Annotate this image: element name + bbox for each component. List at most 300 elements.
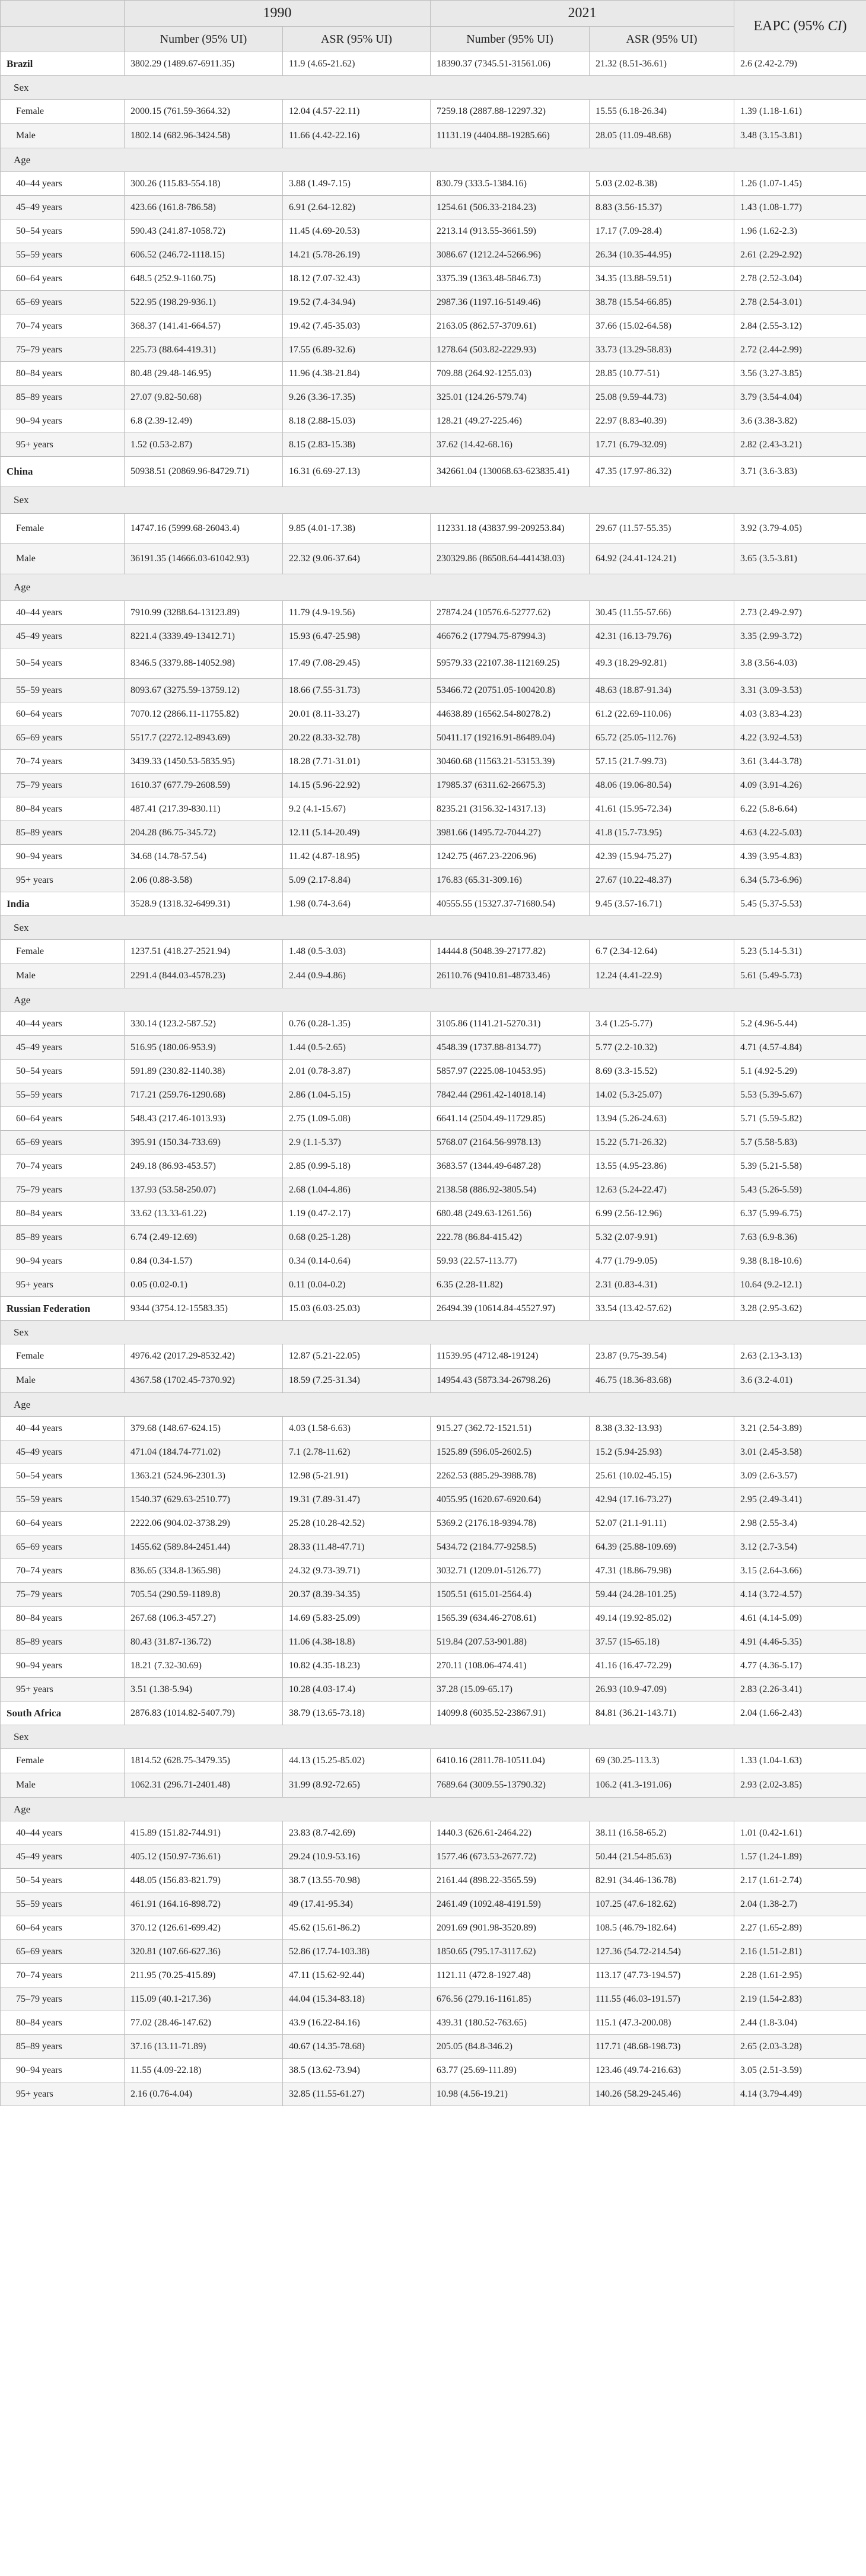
cell-asr-1990: 20.37 (8.39-34.35) xyxy=(283,1583,431,1607)
table-row xyxy=(1,648,866,679)
cell-asr-1990: 1.19 (0.47-2.17) xyxy=(283,1202,431,1226)
row-label: 45–49 years xyxy=(1,1440,125,1464)
cell-asr-2021: 17.17 (7.09-28.4) xyxy=(590,220,734,243)
row-label: 85–89 years xyxy=(1,386,125,409)
cell-asr-2021: 69 (30.25-113.3) xyxy=(590,1749,734,1773)
header-corner-2 xyxy=(1,27,125,52)
cell-number-2021: 1505.51 (615.01-2564.4) xyxy=(431,1583,590,1607)
group-header-age xyxy=(1,1798,866,1821)
group-header-age xyxy=(1,148,866,172)
cell-number-2021: 112331.18 (43837.99-209253.84) xyxy=(431,514,590,544)
cell-eapc: 2.63 (2.13-3.13) xyxy=(734,1344,866,1369)
cell-asr-1990: 11.96 (4.38-21.84) xyxy=(283,362,431,386)
row-label: 60–64 years xyxy=(1,1107,125,1131)
cell-number-2021: 270.11 (108.06-474.41) xyxy=(431,1654,590,1678)
row-label: 45–49 years xyxy=(1,1845,125,1869)
cell-number-2021: 4055.95 (1620.67-6920.64) xyxy=(431,1488,590,1512)
cell-asr-2021: 30.45 (11.55-57.66) xyxy=(590,601,734,625)
cell-eapc: 9.38 (8.18-10.6) xyxy=(734,1249,866,1273)
cell-number-1990: 705.54 (290.59-1189.8) xyxy=(125,1583,283,1607)
cell-number-2021: 1850.65 (795.17-3117.62) xyxy=(431,1940,590,1964)
cell-asr-1990: 22.32 (9.06-37.64) xyxy=(283,544,431,574)
cell-asr-1990: 12.11 (5.14-20.49) xyxy=(283,821,431,845)
cell-asr-2021: 42.31 (16.13-79.76) xyxy=(590,625,734,648)
table-row xyxy=(1,1107,866,1131)
row-label: Male xyxy=(1,964,125,988)
cell-asr-2021: 25.08 (9.59-44.73) xyxy=(590,386,734,409)
cell-eapc: 3.92 (3.79-4.05) xyxy=(734,514,866,544)
cell-number-1990: 516.95 (180.06-953.9) xyxy=(125,1036,283,1060)
table-row xyxy=(1,1869,866,1893)
cell-number-2021: 1577.46 (673.53-2677.72) xyxy=(431,1845,590,1869)
cell-asr-1990: 12.04 (4.57-22.11) xyxy=(283,100,431,124)
table-row xyxy=(1,1178,866,1202)
group-header-sex xyxy=(1,487,866,514)
cell-eapc: 2.17 (1.61-2.74) xyxy=(734,1869,866,1893)
cell-number-1990: 6.74 (2.49-12.69) xyxy=(125,1226,283,1249)
cell-asr-2021: 27.67 (10.22-48.37) xyxy=(590,869,734,892)
group-label: Sex xyxy=(1,76,866,100)
cell-number-2021: 709.88 (264.92-1255.03) xyxy=(431,362,590,386)
row-label: 50–54 years xyxy=(1,1060,125,1083)
header-row-years xyxy=(1,1,866,27)
table-row xyxy=(1,1249,866,1273)
cell-eapc: 5.1 (4.92-5.29) xyxy=(734,1060,866,1083)
cell-number-1990: 14747.16 (5999.68-26043.4) xyxy=(125,514,283,544)
row-label: 60–64 years xyxy=(1,1916,125,1940)
table-row xyxy=(1,1417,866,1440)
cell-asr-2021: 123.46 (49.74-216.63) xyxy=(590,2059,734,2082)
cell-number-2021: 3086.67 (1212.24-5266.96) xyxy=(431,243,590,267)
cell-asr-2021: 42.39 (15.94-75.27) xyxy=(590,845,734,869)
cell-number-2021: 676.56 (279.16-1161.85) xyxy=(431,1987,590,2011)
cell-number-2021: 26494.39 (10614.84-45527.97) xyxy=(431,1297,590,1321)
cell-asr-1990: 38.79 (13.65-73.18) xyxy=(283,1702,431,1725)
row-label: Female xyxy=(1,1749,125,1773)
cell-eapc: 4.14 (3.72-4.57) xyxy=(734,1583,866,1607)
row-label: 70–74 years xyxy=(1,1559,125,1583)
cell-eapc: 4.91 (4.46-5.35) xyxy=(734,1630,866,1654)
row-label: 40–44 years xyxy=(1,1012,125,1036)
cell-asr-1990: 15.93 (6.47-25.98) xyxy=(283,625,431,648)
row-label: 90–94 years xyxy=(1,845,125,869)
cell-number-1990: 548.43 (217.46-1013.93) xyxy=(125,1107,283,1131)
cell-asr-2021: 5.03 (2.02-8.38) xyxy=(590,172,734,196)
cell-eapc: 10.64 (9.2-12.1) xyxy=(734,1273,866,1297)
table-row xyxy=(1,1155,866,1178)
cell-number-2021: 30460.68 (11563.21-53153.39) xyxy=(431,750,590,774)
cell-asr-2021: 13.55 (4.95-23.86) xyxy=(590,1155,734,1178)
row-label: 70–74 years xyxy=(1,1155,125,1178)
table-row xyxy=(1,1630,866,1654)
cell-asr-1990: 19.42 (7.45-35.03) xyxy=(283,314,431,338)
table-row xyxy=(1,1012,866,1036)
cell-asr-2021: 26.93 (10.9-47.09) xyxy=(590,1678,734,1702)
country-row xyxy=(1,52,866,76)
table-row xyxy=(1,1749,866,1773)
row-label: Male xyxy=(1,544,125,574)
cell-asr-2021: 26.34 (10.35-44.95) xyxy=(590,243,734,267)
table-row xyxy=(1,1654,866,1678)
cell-number-1990: 1.52 (0.53-2.87) xyxy=(125,433,283,457)
group-label: Sex xyxy=(1,916,866,940)
cell-number-1990: 368.37 (141.41-664.57) xyxy=(125,314,283,338)
cell-number-2021: 176.83 (65.31-309.16) xyxy=(431,869,590,892)
cell-number-2021: 17985.37 (6311.62-26675.3) xyxy=(431,774,590,797)
row-label: 55–59 years xyxy=(1,1893,125,1916)
cell-asr-1990: 16.31 (6.69-27.13) xyxy=(283,457,431,487)
cell-asr-2021: 14.02 (5.3-25.07) xyxy=(590,1083,734,1107)
row-label: 80–84 years xyxy=(1,1202,125,1226)
cell-asr-2021: 2.31 (0.83-4.31) xyxy=(590,1273,734,1297)
cell-number-1990: 522.95 (198.29-936.1) xyxy=(125,291,283,314)
cell-number-2021: 8235.21 (3156.32-14317.13) xyxy=(431,797,590,821)
cell-asr-2021: 65.72 (25.05-112.76) xyxy=(590,726,734,750)
cell-asr-1990: 24.32 (9.73-39.71) xyxy=(283,1559,431,1583)
cell-number-2021: 1565.39 (634.46-2708.61) xyxy=(431,1607,590,1630)
cell-eapc: 7.63 (6.9-8.36) xyxy=(734,1226,866,1249)
cell-number-1990: 300.26 (115.83-554.18) xyxy=(125,172,283,196)
cell-number-2021: 10.98 (4.56-19.21) xyxy=(431,2082,590,2106)
cell-number-2021: 6.35 (2.28-11.82) xyxy=(431,1273,590,1297)
cell-asr-2021: 5.77 (2.2-10.32) xyxy=(590,1036,734,1060)
table-row xyxy=(1,291,866,314)
cell-eapc: 3.05 (2.51-3.59) xyxy=(734,2059,866,2082)
cell-asr-2021: 8.38 (3.32-13.93) xyxy=(590,1417,734,1440)
table-row xyxy=(1,1488,866,1512)
cell-eapc: 6.37 (5.99-6.75) xyxy=(734,1202,866,1226)
cell-eapc: 2.78 (2.52-3.04) xyxy=(734,267,866,291)
cell-number-1990: 249.18 (86.93-453.57) xyxy=(125,1155,283,1178)
cell-eapc: 2.16 (1.51-2.81) xyxy=(734,1940,866,1964)
cell-asr-2021: 25.61 (10.02-45.15) xyxy=(590,1464,734,1488)
cell-eapc: 2.84 (2.55-3.12) xyxy=(734,314,866,338)
cell-asr-1990: 18.66 (7.55-31.73) xyxy=(283,679,431,702)
cell-asr-1990: 1.44 (0.5-2.65) xyxy=(283,1036,431,1060)
cell-number-2021: 7842.44 (2961.42-14018.14) xyxy=(431,1083,590,1107)
cell-number-1990: 33.62 (13.33-61.22) xyxy=(125,1202,283,1226)
cell-asr-1990: 1.48 (0.5-3.03) xyxy=(283,940,431,964)
cell-asr-2021: 6.7 (2.34-12.64) xyxy=(590,940,734,964)
cell-asr-2021: 57.15 (21.7-99.73) xyxy=(590,750,734,774)
group-header-sex xyxy=(1,1321,866,1344)
cell-asr-2021: 47.31 (18.86-79.98) xyxy=(590,1559,734,1583)
cell-asr-2021: 21.32 (8.51-36.61) xyxy=(590,52,734,76)
cell-eapc: 2.82 (2.43-3.21) xyxy=(734,433,866,457)
row-label: 85–89 years xyxy=(1,1226,125,1249)
cell-number-1990: 3802.29 (1489.67-6911.35) xyxy=(125,52,283,76)
cell-eapc: 3.31 (3.09-3.53) xyxy=(734,679,866,702)
cell-number-1990: 34.68 (14.78-57.54) xyxy=(125,845,283,869)
cell-eapc: 5.71 (5.59-5.82) xyxy=(734,1107,866,1131)
country-row xyxy=(1,457,866,487)
cell-eapc: 1.26 (1.07-1.45) xyxy=(734,172,866,196)
cell-number-2021: 2091.69 (901.98-3520.89) xyxy=(431,1916,590,1940)
cell-number-2021: 40555.55 (15327.37-71680.54) xyxy=(431,892,590,916)
cell-asr-1990: 28.33 (11.48-47.71) xyxy=(283,1535,431,1559)
cell-number-2021: 14099.8 (6035.52-23867.91) xyxy=(431,1702,590,1725)
cell-eapc: 3.15 (2.64-3.66) xyxy=(734,1559,866,1583)
row-label: Female xyxy=(1,514,125,544)
cell-number-1990: 267.68 (106.3-457.27) xyxy=(125,1607,283,1630)
cell-number-1990: 225.73 (88.64-419.31) xyxy=(125,338,283,362)
cell-asr-2021: 5.32 (2.07-9.91) xyxy=(590,1226,734,1249)
cell-number-1990: 1455.62 (589.84-2451.44) xyxy=(125,1535,283,1559)
cell-asr-2021: 37.66 (15.02-64.58) xyxy=(590,314,734,338)
cell-number-2021: 2262.53 (885.29-3988.78) xyxy=(431,1464,590,1488)
cell-number-1990: 1814.52 (628.75-3479.35) xyxy=(125,1749,283,1773)
cell-asr-1990: 0.11 (0.04-0.2) xyxy=(283,1273,431,1297)
cell-number-1990: 115.09 (40.1-217.36) xyxy=(125,1987,283,2011)
cell-number-2021: 325.01 (124.26-579.74) xyxy=(431,386,590,409)
table-row xyxy=(1,1060,866,1083)
cell-number-1990: 606.52 (246.72-1118.15) xyxy=(125,243,283,267)
table-row xyxy=(1,267,866,291)
cell-number-2021: 439.31 (180.52-763.65) xyxy=(431,2011,590,2035)
cell-number-1990: 9344 (3754.12-15583.35) xyxy=(125,1297,283,1321)
cell-number-1990: 37.16 (13.11-71.89) xyxy=(125,2035,283,2059)
country-name: China xyxy=(1,457,125,487)
cell-number-2021: 2987.36 (1197.16-5149.46) xyxy=(431,291,590,314)
row-label: 90–94 years xyxy=(1,2059,125,2082)
table-row xyxy=(1,797,866,821)
cell-asr-2021: 50.44 (21.54-85.63) xyxy=(590,1845,734,1869)
cell-asr-1990: 40.67 (14.35-78.68) xyxy=(283,2035,431,2059)
cell-asr-1990: 19.52 (7.4-34.94) xyxy=(283,291,431,314)
cell-eapc: 3.28 (2.95-3.62) xyxy=(734,1297,866,1321)
cell-number-1990: 4367.58 (1702.45-7370.92) xyxy=(125,1369,283,1393)
cell-eapc: 4.22 (3.92-4.53) xyxy=(734,726,866,750)
cell-number-2021: 5369.2 (2176.18-9394.78) xyxy=(431,1512,590,1535)
row-label: 75–79 years xyxy=(1,774,125,797)
cell-asr-1990: 0.68 (0.25-1.28) xyxy=(283,1226,431,1249)
cell-number-1990: 36191.35 (14666.03-61042.93) xyxy=(125,544,283,574)
cell-asr-2021: 64.92 (24.41-124.21) xyxy=(590,544,734,574)
table-row xyxy=(1,409,866,433)
cell-number-2021: 18390.37 (7345.51-31561.06) xyxy=(431,52,590,76)
cell-eapc: 3.56 (3.27-3.85) xyxy=(734,362,866,386)
cell-eapc: 2.61 (2.29-2.92) xyxy=(734,243,866,267)
group-header-age xyxy=(1,988,866,1012)
table-row xyxy=(1,220,866,243)
cell-eapc: 1.57 (1.24-1.89) xyxy=(734,1845,866,1869)
cell-number-1990: 320.81 (107.66-627.36) xyxy=(125,1940,283,1964)
cell-number-1990: 379.68 (148.67-624.15) xyxy=(125,1417,283,1440)
cell-number-1990: 3439.33 (1450.53-5835.95) xyxy=(125,750,283,774)
cell-asr-1990: 49 (17.41-95.34) xyxy=(283,1893,431,1916)
cell-asr-2021: 82.91 (34.46-136.78) xyxy=(590,1869,734,1893)
country-row xyxy=(1,1297,866,1321)
cell-number-1990: 80.48 (29.48-146.95) xyxy=(125,362,283,386)
cell-eapc: 4.14 (3.79-4.49) xyxy=(734,2082,866,2106)
row-label: Male xyxy=(1,1369,125,1393)
cell-eapc: 3.35 (2.99-3.72) xyxy=(734,625,866,648)
cell-asr-1990: 5.09 (2.17-8.84) xyxy=(283,869,431,892)
cell-number-1990: 50938.51 (20869.96-84729.71) xyxy=(125,457,283,487)
group-header-sex xyxy=(1,1725,866,1749)
cell-number-1990: 27.07 (9.82-50.68) xyxy=(125,386,283,409)
row-label: 95+ years xyxy=(1,2082,125,2106)
group-label: Age xyxy=(1,1798,866,1821)
cell-number-2021: 27874.24 (10576.6-52777.62) xyxy=(431,601,590,625)
cell-number-1990: 1062.31 (296.71-2401.48) xyxy=(125,1773,283,1798)
cell-number-2021: 50411.17 (19216.91-86489.04) xyxy=(431,726,590,750)
row-label: Male xyxy=(1,1773,125,1798)
row-label: 80–84 years xyxy=(1,2011,125,2035)
cell-number-1990: 1237.51 (418.27-2521.94) xyxy=(125,940,283,964)
cell-asr-1990: 23.83 (8.7-42.69) xyxy=(283,1821,431,1845)
cell-asr-1990: 2.9 (1.1-5.37) xyxy=(283,1131,431,1155)
cell-number-1990: 415.89 (151.82-744.91) xyxy=(125,1821,283,1845)
table-row xyxy=(1,1512,866,1535)
cell-number-1990: 80.43 (31.87-136.72) xyxy=(125,1630,283,1654)
cell-number-2021: 1242.75 (467.23-2206.96) xyxy=(431,845,590,869)
cell-number-1990: 7070.12 (2866.11-11755.82) xyxy=(125,702,283,726)
group-label: Age xyxy=(1,574,866,601)
cell-asr-1990: 10.28 (4.03-17.4) xyxy=(283,1678,431,1702)
cell-number-2021: 4548.39 (1737.88-8134.77) xyxy=(431,1036,590,1060)
country-name: Brazil xyxy=(1,52,125,76)
table-row xyxy=(1,196,866,220)
cell-asr-2021: 108.5 (46.79-182.64) xyxy=(590,1916,734,1940)
row-label: 50–54 years xyxy=(1,1464,125,1488)
row-label: 65–69 years xyxy=(1,291,125,314)
table-body xyxy=(1,52,866,2106)
cell-number-2021: 37.28 (15.09-65.17) xyxy=(431,1678,590,1702)
cell-number-2021: 6410.16 (2811.78-10511.04) xyxy=(431,1749,590,1773)
row-label: Female xyxy=(1,1344,125,1369)
table-row xyxy=(1,386,866,409)
cell-number-2021: 680.48 (249.63-1261.56) xyxy=(431,1202,590,1226)
table-row xyxy=(1,362,866,386)
cell-asr-2021: 15.55 (6.18-26.34) xyxy=(590,100,734,124)
cell-eapc: 3.48 (3.15-3.81) xyxy=(734,124,866,148)
row-label: 90–94 years xyxy=(1,1249,125,1273)
table-row xyxy=(1,1678,866,1702)
row-label: 55–59 years xyxy=(1,243,125,267)
table-row xyxy=(1,1202,866,1226)
cell-asr-2021: 38.11 (16.58-65.2) xyxy=(590,1821,734,1845)
cell-asr-2021: 38.78 (15.54-66.85) xyxy=(590,291,734,314)
cell-eapc: 2.73 (2.49-2.97) xyxy=(734,601,866,625)
cell-number-2021: 2213.14 (913.55-3661.59) xyxy=(431,220,590,243)
table-row xyxy=(1,601,866,625)
group-header-age xyxy=(1,1393,866,1417)
cell-eapc: 2.72 (2.44-2.99) xyxy=(734,338,866,362)
table-row xyxy=(1,243,866,267)
group-label: Age xyxy=(1,148,866,172)
cell-number-1990: 590.43 (241.87-1058.72) xyxy=(125,220,283,243)
cell-asr-1990: 14.21 (5.78-26.19) xyxy=(283,243,431,267)
table-row xyxy=(1,124,866,148)
cell-asr-1990: 2.75 (1.09-5.08) xyxy=(283,1107,431,1131)
cell-asr-2021: 46.75 (18.36-83.68) xyxy=(590,1369,734,1393)
row-label: 65–69 years xyxy=(1,1131,125,1155)
cell-number-1990: 8093.67 (3275.59-13759.12) xyxy=(125,679,283,702)
cell-number-2021: 830.79 (333.5-1384.16) xyxy=(431,172,590,196)
table-row xyxy=(1,940,866,964)
cell-number-1990: 8346.5 (3379.88-14052.98) xyxy=(125,648,283,679)
cell-asr-2021: 9.45 (3.57-16.71) xyxy=(590,892,734,916)
cell-number-2021: 44638.89 (16562.54-80278.2) xyxy=(431,702,590,726)
cell-number-1990: 8221.4 (3339.49-13412.71) xyxy=(125,625,283,648)
row-label: 55–59 years xyxy=(1,1083,125,1107)
cell-number-1990: 77.02 (28.46-147.62) xyxy=(125,2011,283,2035)
cell-asr-1990: 11.9 (4.65-21.62) xyxy=(283,52,431,76)
cell-asr-1990: 12.98 (5-21.91) xyxy=(283,1464,431,1488)
cell-asr-1990: 11.06 (4.38-18.8) xyxy=(283,1630,431,1654)
cell-number-2021: 1440.3 (626.61-2464.22) xyxy=(431,1821,590,1845)
table-row xyxy=(1,2082,866,2106)
cell-eapc: 3.6 (3.2-4.01) xyxy=(734,1369,866,1393)
cell-number-2021: 26110.76 (9410.81-48733.46) xyxy=(431,964,590,988)
table-header xyxy=(1,1,866,52)
cell-asr-1990: 19.31 (7.89-31.47) xyxy=(283,1488,431,1512)
cell-asr-1990: 11.66 (4.42-22.16) xyxy=(283,124,431,148)
cell-asr-1990: 8.18 (2.88-15.03) xyxy=(283,409,431,433)
cell-asr-2021: 47.35 (17.97-86.32) xyxy=(590,457,734,487)
cell-asr-1990: 17.55 (6.89-32.6) xyxy=(283,338,431,362)
cell-asr-1990: 11.45 (4.69-20.53) xyxy=(283,220,431,243)
cell-eapc: 6.34 (5.73-6.96) xyxy=(734,869,866,892)
table-row xyxy=(1,1940,866,1964)
cell-eapc: 4.39 (3.95-4.83) xyxy=(734,845,866,869)
cell-number-2021: 7689.64 (3009.55-13790.32) xyxy=(431,1773,590,1798)
cell-number-1990: 448.05 (156.83-821.79) xyxy=(125,1869,283,1893)
cell-eapc: 1.96 (1.62-2.3) xyxy=(734,220,866,243)
cell-eapc: 3.6 (3.38-3.82) xyxy=(734,409,866,433)
cell-number-2021: 2163.05 (862.57-3709.61) xyxy=(431,314,590,338)
cell-asr-2021: 33.73 (13.29-58.83) xyxy=(590,338,734,362)
group-label: Age xyxy=(1,988,866,1012)
cell-eapc: 3.61 (3.44-3.78) xyxy=(734,750,866,774)
cell-eapc: 4.63 (4.22-5.03) xyxy=(734,821,866,845)
header-year-2021: 2021 xyxy=(431,1,734,27)
country-row xyxy=(1,1702,866,1725)
cell-eapc: 4.09 (3.91-4.26) xyxy=(734,774,866,797)
cell-eapc: 3.01 (2.45-3.58) xyxy=(734,1440,866,1464)
cell-asr-2021: 49.3 (18.29-92.81) xyxy=(590,648,734,679)
cell-asr-1990: 17.49 (7.08-29.45) xyxy=(283,648,431,679)
cell-number-1990: 591.89 (230.82-1140.38) xyxy=(125,1060,283,1083)
cell-asr-1990: 25.28 (10.28-42.52) xyxy=(283,1512,431,1535)
table-row xyxy=(1,2011,866,2035)
group-header-sex xyxy=(1,76,866,100)
group-header-age xyxy=(1,574,866,601)
cell-asr-1990: 0.76 (0.28-1.35) xyxy=(283,1012,431,1036)
cell-number-1990: 471.04 (184.74-771.02) xyxy=(125,1440,283,1464)
table-row xyxy=(1,1036,866,1060)
cell-number-1990: 4976.42 (2017.29-8532.42) xyxy=(125,1344,283,1369)
row-label: 90–94 years xyxy=(1,1654,125,1678)
cell-number-1990: 836.65 (334.8-1365.98) xyxy=(125,1559,283,1583)
table-row xyxy=(1,679,866,702)
cell-number-1990: 487.41 (217.39-830.11) xyxy=(125,797,283,821)
cell-asr-2021: 33.54 (13.42-57.62) xyxy=(590,1297,734,1321)
cell-asr-1990: 38.5 (13.62-73.94) xyxy=(283,2059,431,2082)
cell-asr-1990: 11.79 (4.9-19.56) xyxy=(283,601,431,625)
cell-number-2021: 3375.39 (1363.48-5846.73) xyxy=(431,267,590,291)
cell-eapc: 2.6 (2.42-2.79) xyxy=(734,52,866,76)
country-name: South Africa xyxy=(1,1702,125,1725)
cell-asr-1990: 47.11 (15.62-92.44) xyxy=(283,1964,431,1987)
cell-asr-2021: 12.63 (5.24-22.47) xyxy=(590,1178,734,1202)
header-eapc xyxy=(734,1,866,52)
row-label: 90–94 years xyxy=(1,409,125,433)
header-number-1990: Number (95% UI) xyxy=(125,27,283,52)
cell-eapc: 2.93 (2.02-3.85) xyxy=(734,1773,866,1798)
cell-eapc: 2.28 (1.61-2.95) xyxy=(734,1964,866,1987)
